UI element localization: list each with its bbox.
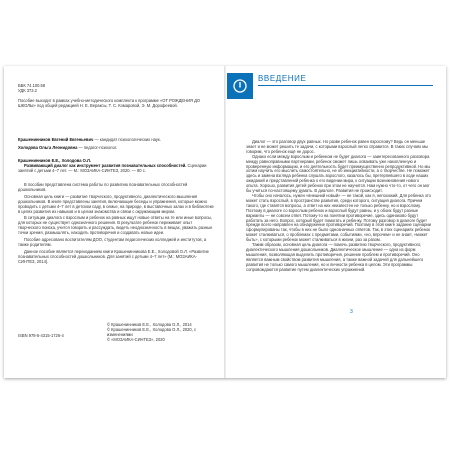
isbn: ISBN 978-5-4315-1726-4	[18, 333, 64, 338]
body-text	[246, 140, 432, 272]
body-paragraph: Таким образом, основная цель диалога — помочь развитию творческого, продуктивного, диалектического мышления дошкольников. Диалектическое мышление — одна из форм мышления, позволяющая выделить противоречия, решение проблем и противоречий. Оно является важным свойством развития мышления, а также важной задачей для дальнейшего развития не только самого мышления, но и личности ребенка в целом. Эти программы сопровождаются развитие путем диалектических упражнений.	[246, 242, 424, 272]
left-page	[4, 66, 225, 378]
copyright-line: © Крашенинников Е.Е., Холодова О.Л., 2014	[107, 322, 192, 327]
catalog-description: Развивающий диалог как инструмент развития познавательных способностей. Сценарии занятий с детьми 4–7 лет. — М.: МОЗАИКА-СИНТЕЗ, 2020. — 80 с.	[18, 162, 207, 173]
series-note: Пособие выходит в рамках учебно-методического комплекта к программе «ОТ РОЖДЕНИЯ ДО ШКОЛЫ» под общей редакцией Н. Е. Вераксы, Т. С. Комаровой, Э. М. Дорофеевой.	[18, 98, 201, 108]
section-title: ВВЕДЕНИЕ	[258, 74, 307, 83]
copyright-line: © «МОЗАИКА-СИНТЕЗ», 2020	[107, 336, 165, 342]
right-page	[225, 66, 446, 378]
info-icon	[233, 79, 247, 93]
catalog-authors: Крашенинников Е.Е., Холодова О.Л.	[18, 158, 91, 163]
annotation-p4: Пособие адресовано воспитателям ДОО, студентам педагогических колледжей и институтов, а также родителям.	[18, 237, 207, 247]
book-spread	[4, 66, 446, 378]
annotation	[18, 183, 214, 265]
body-paragraph: Чтобы оно началось, нужен «внешний новый» — не такой, как я, непохожий. Для ребенка это может стать взрослый, в пространстве развития, среди которого, ситуация диалога. Причем такого, где ставятся вопросы, а ответ на них неизвестен не только ребенку, но и взрослому. Поэтому в диалоге со взрослым ребенок и взрослый будут равны, и у обоих будут разные варианты — не совсем ответ. Потому-то на понятии противоречие, здесь одинаково будут работать за него. Вопрос, который будет помогать и ребенку. Потому разговор в диалоге будет прежде всего направлен на обнаружение противоречий. Поэтому в этой книге задание сценарии сформулированы так, чтобы в них не было однозначных ответов. Так, в этих сценариях ребенок может сталкиваться, о проблемах с предметами, событиями, «но, впрочем» и не знает, «может быть», с которыми ребенок может сталкиваться в жизни, раз за разом.	[246, 192, 431, 243]
udk-code: УДК 373.2	[18, 87, 37, 93]
section-rule	[258, 85, 433, 86]
annotation-p3: В ситуации диалога с взрослым и ребенок на равных ищут новые ответы на те или иные вопросы, для которых не существует однозначного решения. В результате ребенок переживает опыт творческого поиска, учится говорить и рассуждать, видеть неоднозначность в вещах, уважать разные точки зрения, размышлять, находить противоречия и создавать новые идеи.	[18, 215, 213, 236]
annotation-p2: Основная цель книги — развитие творческого, продуктивного, диалектического мышления дошкольников. В книге представлены занятия, включающие беседы и упражнения, которые можно проводить с детьми 4–7 лет в детском саду, в семье, на природе, в выставочных залах и в библиотеке в целях развития их навыков и в целом знакомства и связи с окружающим миром.	[18, 193, 214, 214]
page-number: 3	[350, 309, 353, 315]
annotation-p5: Данное пособие является переизданием книги Крашенинникова Е.Е., Холодовой О.Л. «Развитие познавательных способностей дошкольников. Для занятий с детьми 4–7 лет» (М.: МОЗАИКА-СИНТЕЗ, 2014).	[18, 248, 209, 264]
copyright-line: © Крашенинников Е.Е., Холодова О.Л., 2020, с изменениями	[107, 326, 196, 337]
copyright-block	[107, 323, 217, 343]
catalog-entry	[18, 159, 214, 174]
author-1: Крашенинников Евгений Евгеньевич — кандидат психологических наук.	[18, 137, 161, 142]
body-paragraph: Диалог — это разговор двух равных. Но разве ребенок равен взрослому? Ведь он меньше знает и не может решить те задачи, с которыми взрослый легко справится. В таких случаях мы говорим, что ребенок ещё не дорос.	[246, 139, 429, 154]
authors-block	[18, 138, 214, 151]
section-tab	[227, 73, 253, 99]
author-2: Холодова Ольга Леонидовна — педагог-психолог.	[18, 144, 117, 150]
body-paragraph: Однако если между взрослым и ребенком не будет диалога — заинтересованного разговора между равноправными партнерами, ребенок сможет лишь осваивать уже накопленную и проверенную информацию, и его деятельность будет преимущественно репродуктивной. Но мы хотим научить его мыслить самостоятельно, не об инициативности, а о творчестве. Не поможет здесь и замена взгляда ребенка слушать взрослого, казалось бы, претерпевшего в ходе наших ожиданий и представлений ребенка о его видении мира, к ситуации возникновения нового опыта. Хорошо, развития детей ребенок при этом не научится. Нам нужно что-то, от чего он мог бы учиться по-настоящему думать. В диалоге. Развития не происходит.	[246, 153, 431, 194]
annotation-p1: В пособии представлена система работы по развитию познавательных способностей дошкольников.	[18, 182, 188, 192]
bbk-code: ББК 74.100.58	[18, 83, 46, 88]
classification-codes	[18, 84, 214, 94]
